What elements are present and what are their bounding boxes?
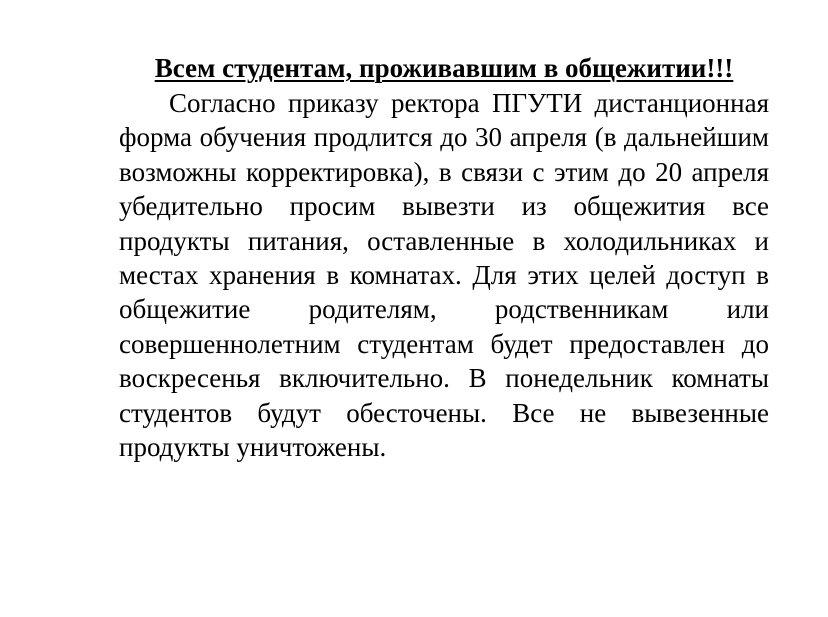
- notice: [119, 50, 769, 464]
- notice-title: Всем студентам, проживавшим в общежитии!!!: [154, 53, 734, 83]
- notice-body: Согласно приказу ректора ПГУТИ дистанционная форма обучения продлится до 30 апреля (в дальнейшим возможны корректировка), в связи с этим до 20 апреля убедительно просим вывезти из общежития все продукты питания, оставленные в холодильниках и местах хранения в комнатах. Для этих целей доступ в общежитие родителям, родственникам или совершеннолетним студентам будет предоставлен до воскресенья включительно. В понедельник комнаты студентов будут обесточены. Все не вывезенные продукты уничтожены.: [119, 88, 769, 463]
